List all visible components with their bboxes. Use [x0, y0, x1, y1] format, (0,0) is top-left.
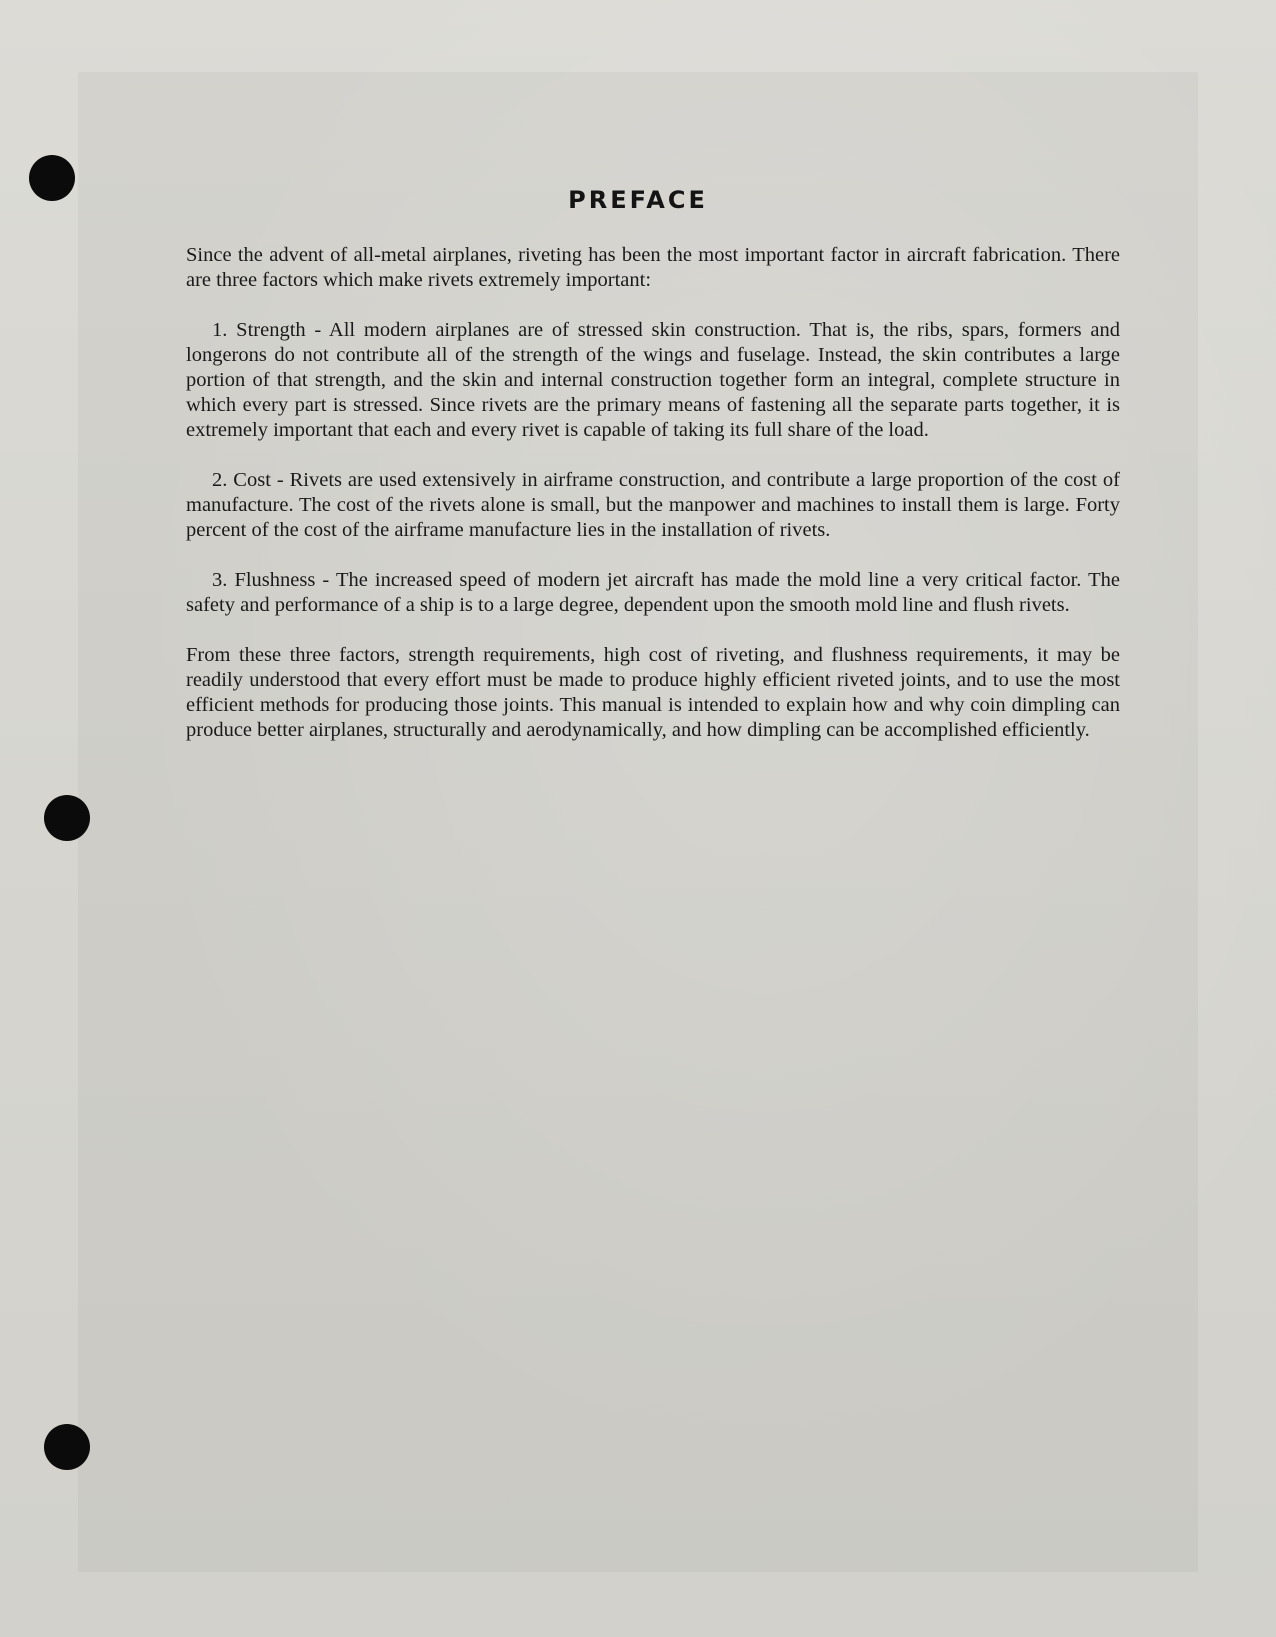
binder-hole-bottom — [44, 1424, 90, 1470]
conclusion-paragraph: From these three factors, strength requirements, high cost of riveting, and flushness requirements, it may be readily understood that every effort must be made to produce highly efficient riveted joints, and to use the most efficient methods for producing those joints. This manual is intended to explain how and why coin dimpling can produce better airplanes, structurally and aerodynamically, and how dimpling can be accomplished efficiently. — [186, 644, 1120, 741]
page-title: PREFACE — [568, 186, 708, 214]
binder-hole-middle — [44, 795, 90, 841]
intro-paragraph: Since the advent of all-metal airplanes, riveting has been the most important factor in aircraft fabrication. There are three factors which make rivets extremely important: — [186, 244, 1120, 291]
flushness-paragraph: 3. Flushness - The increased speed of modern jet aircraft has made the mold line a very critical factor. The safety and performance of a ship is to a large degree, dependent upon the smooth mold line and flush rivets. — [186, 569, 1120, 616]
strength-paragraph: 1. Strength - All modern airplanes are of stressed skin construction. That is, the ribs, spars, formers and longerons do not contribute all of the strength of the wings and fuselage. Instead, the skin contributes a large portion of that strength, and the skin and internal construction together form an integral, complete structure in which every part is stressed. Since rivets are the primary means of fastening all the separate parts together, it is extremely important that each and every rivet is capable of taking its full share of the load. — [186, 319, 1120, 441]
preface-body — [186, 243, 1120, 768]
cost-paragraph: 2. Cost - Rivets are used extensively in airframe construction, and contribute a large proportion of the cost of manufacture. The cost of the rivets alone is small, but the manpower and machines to install them is large. Forty percent of the cost of the airframe manufacture lies in the installation of rivets. — [186, 469, 1120, 541]
